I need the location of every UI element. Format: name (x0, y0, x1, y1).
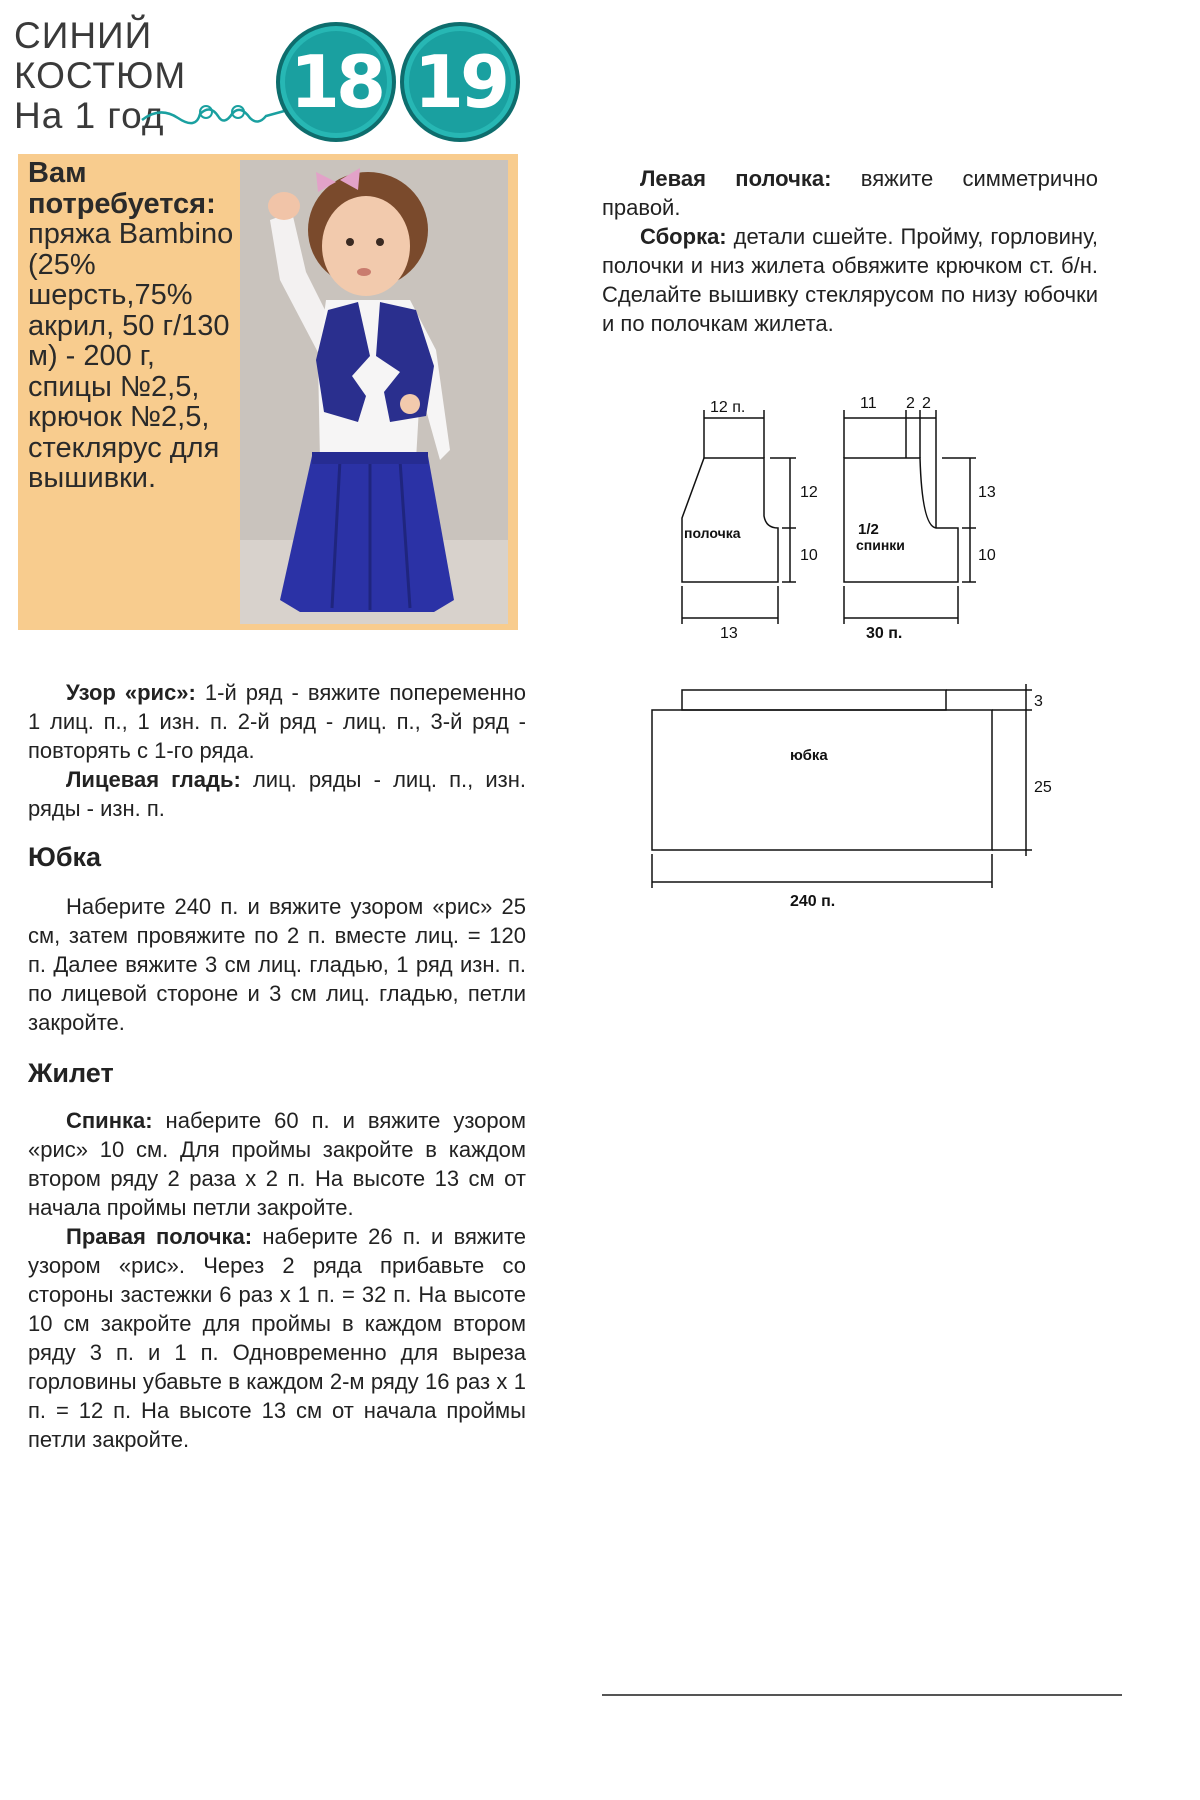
back-lower-height: 10 (978, 547, 996, 564)
supplies-heading: Вам потребуется: (28, 157, 216, 220)
page-number-badge: 19 (400, 22, 520, 142)
pattern-notes (28, 678, 526, 823)
skirt-part-label: юбка (790, 747, 828, 764)
right-front-text: наберите 26 п. и вяжите узором «рис». Через 2 ряда прибавьте со стороны застежки 6 раз х 1 п. = 32 п. На высоте 10 см закройте для проймы в каждом втором ряду 3 п. и 1 п. Одновременно для выреза горловины убавьте в каждом 2-м ряду 16 раз х 1 п. = 12 п. На высоте 13 см от начала проймы петли закройте. (28, 1224, 526, 1452)
title-line-1: СИНИЙ (14, 15, 153, 56)
back-part-label-1: 1/2 (858, 521, 879, 538)
supplies-text (28, 158, 238, 494)
back-top-width-3: 2 (922, 395, 931, 412)
skirt-waistband-outline (682, 690, 946, 710)
back-piece-outline (844, 458, 958, 582)
left-front-text: вяжите симметрично правой. (602, 166, 1098, 220)
footer-rule (602, 1694, 1122, 1696)
left-front-paragraph (602, 164, 1098, 222)
page-number-badge: 18 (276, 22, 396, 142)
vest-heading: Жилет (28, 1058, 114, 1088)
skirt-text: Наберите 240 п. и вяжите узором «рис» 25 см, затем провяжите по 2 п. вместе лиц. = 120 п. Далее вяжите 3 см лиц. гладью, 1 ряд изн. п. по лицевой стороне и 3 см лиц. гладью, петли закройте. (28, 894, 526, 1035)
vest-schematic (660, 388, 1000, 648)
stockinette-paragraph (28, 765, 526, 823)
front-bottom-width: 13 (720, 625, 738, 642)
skirt-height: 25 (1034, 779, 1052, 796)
left-front-label: Левая полочка: (640, 166, 832, 191)
supplies-body: пряжа Bambino (25% шерсть,75% акрил, 50 г/130 м) - 200 г, спицы №2,5, крючок №2,5, стеклярус для вышивки. (28, 218, 234, 494)
pattern-ris-label: Узор «рис»: (66, 680, 196, 705)
assembly-text: детали сшейте. Пройму, горловину, полочки и низ жилета обвяжите крючком ст. б/н. Сделайте вышивку стеклярусом по низу юбочки и по полочкам жилета. (602, 224, 1098, 336)
front-part-label: полочка (684, 525, 741, 541)
skirt-bottom-width: 240 п. (790, 893, 836, 910)
skirt-panel-outline (652, 710, 992, 850)
assembly-notes (602, 164, 1098, 338)
child-figure-illustration (240, 160, 508, 624)
front-upper-height: 12 (800, 484, 818, 501)
back-label: Спинка: (66, 1108, 153, 1133)
child-photo (240, 160, 508, 624)
skirt-instructions (28, 892, 526, 1037)
front-lower-height: 10 (800, 547, 818, 564)
right-front-paragraph (28, 1222, 526, 1454)
right-front-label: Правая полочка: (66, 1224, 253, 1249)
back-paragraph (28, 1106, 526, 1222)
front-top-width: 12 п. (710, 399, 746, 416)
back-bottom-width: 30 п. (866, 625, 903, 642)
back-upper-height: 13 (978, 484, 996, 501)
back-part-label-2: спинки (856, 537, 905, 553)
title-line-2: КОСТЮМ (14, 55, 187, 96)
stockinette-text: лиц. ряды - лиц. п., изн. ряды - изн. п. (28, 767, 526, 821)
title-line-3: На 1 год (14, 95, 165, 136)
assembly-label: Сборка: (640, 224, 727, 249)
stockinette-label: Лицевая гладь: (66, 767, 241, 792)
back-top-width-2: 2 (906, 395, 915, 412)
front-piece-outline (682, 458, 778, 582)
swirl-ornament (140, 96, 290, 136)
back-text: наберите 60 п. и вяжите узором «рис» 10 см. Для проймы закройте в каждом втором ряду 2 раза х 2 п. На высоте 13 см от начала проймы петли закройте. (28, 1108, 526, 1220)
back-top-width-1: 11 (860, 395, 877, 412)
skirt-schematic (640, 680, 1060, 910)
assembly-paragraph (602, 222, 1098, 338)
skirt-heading: Юбка (28, 842, 102, 872)
skirt-band-height: 3 (1034, 693, 1043, 710)
vest-instructions (28, 1106, 526, 1454)
pattern-ris-text: 1-й ряд - вяжите попеременно 1 лиц. п., 1 изн. п. 2-й ряд - лиц. п., 3-й ряд - повторять с 1-го ряда. (28, 680, 526, 763)
pattern-ris-paragraph (28, 678, 526, 765)
